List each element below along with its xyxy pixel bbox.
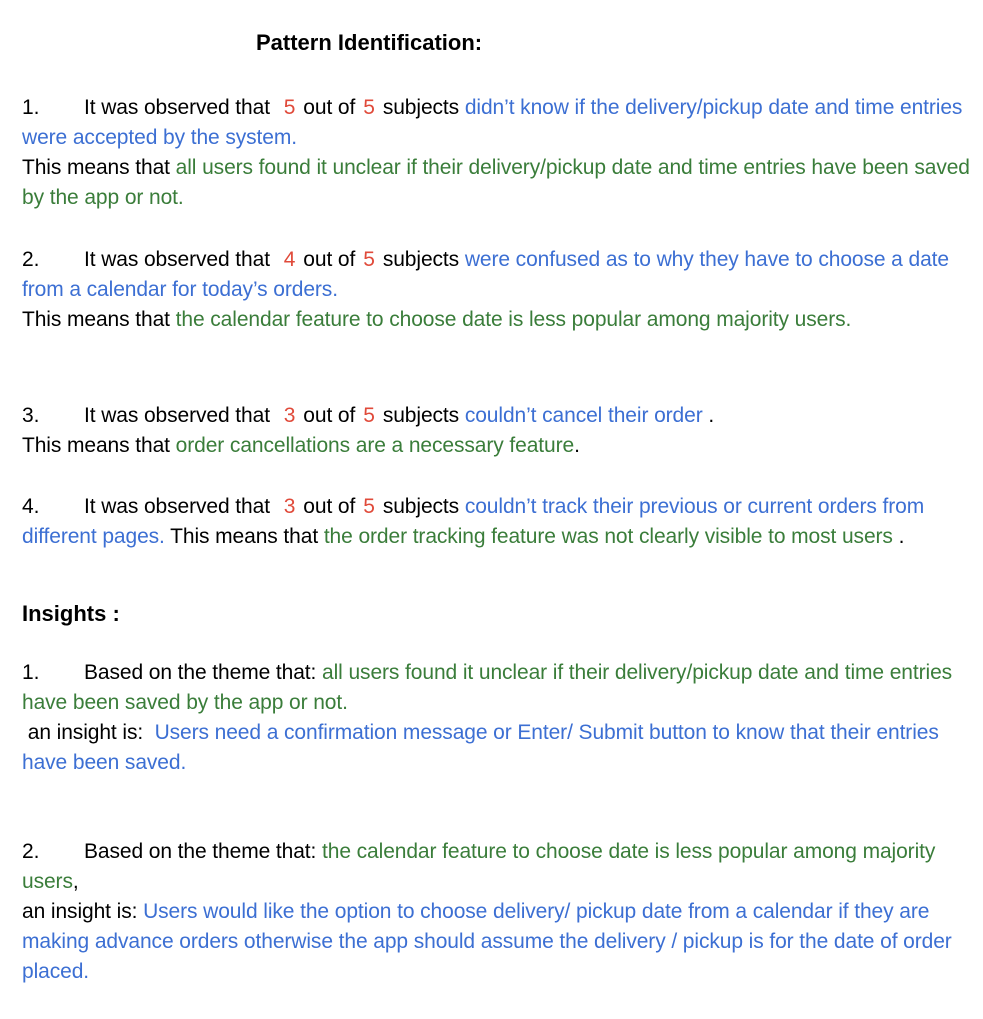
pattern-subjects: subjects <box>382 495 460 518</box>
insight-theme-trail: , <box>72 870 79 893</box>
pattern-out-of: out of <box>303 248 356 271</box>
insight-index: 2. <box>22 840 40 863</box>
insight-text: Users would like the option to choose delivery/ pickup date from a calendar if they are making advance orders otherwise the app should assume the delivery / pickup is for the date of order placed. <box>22 900 952 983</box>
pattern-meaning: all users found it unclear if their delivery/pickup date and time entries have been saved by the app or not. <box>22 156 970 209</box>
pattern-finding: didn’t know if the delivery/pickup date and time entries were accepted by the system. <box>22 96 963 149</box>
pattern-item-3 <box>22 401 972 461</box>
pattern-item-2 <box>22 245 972 335</box>
pattern-lead: It was observed that <box>84 248 270 271</box>
pattern-means: This means that <box>22 434 170 457</box>
pattern-meaning: the calendar feature to choose date is less popular among majority users. <box>175 308 852 331</box>
pattern-item-1 <box>22 93 972 213</box>
pattern-subjects: subjects <box>382 404 460 427</box>
insight-lead: Based on the theme that: <box>84 661 317 684</box>
pattern-out-of: out of <box>303 96 356 119</box>
pattern-lead: It was observed that <box>84 96 270 119</box>
pattern-index: 1. <box>22 96 40 119</box>
pattern-means: This means that <box>170 525 319 548</box>
pattern-total: 5 <box>363 495 375 518</box>
insights-title: Insights : <box>22 601 120 626</box>
pattern-out-of: out of <box>303 495 356 518</box>
pattern-lead: It was observed that <box>84 495 270 518</box>
insight-theme: the calendar feature to choose date is less popular among majority users <box>22 840 936 893</box>
insight-label: an insight is: <box>22 900 138 923</box>
pattern-count: 4 <box>283 248 296 271</box>
pattern-means: This means that <box>22 156 170 179</box>
pattern-meaning: order cancellations are a necessary feature <box>175 434 575 457</box>
insight-item-2 <box>22 837 972 987</box>
insight-item-1 <box>22 658 972 778</box>
pattern-out-of: out of <box>303 404 356 427</box>
pattern-lead: It was observed that <box>84 404 270 427</box>
insight-text: Users need a confirmation message or Enter/ Submit button to know that their entries have been saved. <box>22 721 939 774</box>
pattern-count: 3 <box>283 404 296 427</box>
pattern-subjects: subjects <box>382 248 460 271</box>
page-title: Pattern Identification: <box>256 30 483 55</box>
pattern-total: 5 <box>363 404 375 427</box>
insight-label: an insight is: <box>27 721 144 744</box>
pattern-item-4 <box>22 492 972 552</box>
insight-theme: all users found it unclear if their delivery/pickup date and time entries have been saved by the app or not. <box>22 661 953 714</box>
pattern-finding: couldn’t track their previous or current orders from different pages. <box>22 495 925 548</box>
pattern-index: 2. <box>22 248 40 271</box>
pattern-meaning: the order tracking feature was not clearly visible to most users <box>323 525 893 548</box>
pattern-meaning-trail: . <box>574 434 580 457</box>
pattern-total: 5 <box>363 248 375 271</box>
pattern-finding: couldn’t cancel their order <box>464 404 703 427</box>
pattern-index: 3. <box>22 404 40 427</box>
pattern-count: 5 <box>283 96 296 119</box>
pattern-index: 4. <box>22 495 40 518</box>
pattern-subjects: subjects <box>382 96 460 119</box>
insight-lead: Based on the theme that: <box>84 840 317 863</box>
pattern-finding: were confused as to why they have to choose a date from a calendar for today’s orders. <box>22 248 949 301</box>
pattern-total: 5 <box>363 96 375 119</box>
pattern-meaning-trail: . <box>892 525 905 548</box>
insight-index: 1. <box>22 661 40 684</box>
pattern-means: This means that <box>22 308 170 331</box>
pattern-count: 3 <box>283 495 296 518</box>
pattern-finding-trail: . <box>702 404 715 427</box>
